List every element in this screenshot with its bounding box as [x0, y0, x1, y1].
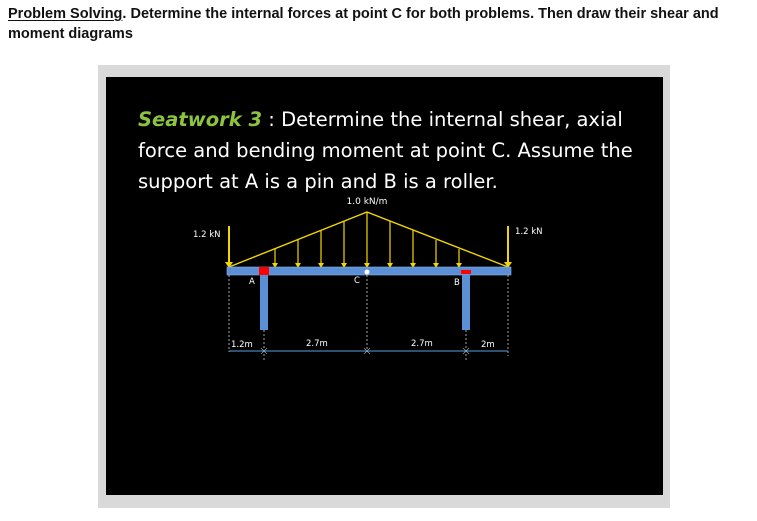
dimension-label-4: 2m: [481, 340, 495, 350]
column-b: [462, 275, 470, 330]
title-separator: :: [262, 108, 282, 131]
point-a-label: A: [249, 277, 255, 287]
distributed-load-label: 1.0 kN/m: [346, 197, 388, 207]
dimension-label-1: 1.2m: [231, 340, 253, 350]
seatwork-label: Seatwork 3: [138, 108, 263, 131]
distributed-load-outline: [229, 212, 508, 267]
instructions-text: . Determine the internal forces at point C for both problems. Then draw their shear and moment diagrams: [8, 6, 719, 42]
left-load-label: 1.2 kN: [193, 230, 221, 240]
column-a: [260, 275, 268, 330]
instructions-lead: Problem Solving: [8, 6, 123, 22]
joint-b: [461, 270, 471, 274]
title-text: Determine the internal shear, axial force and bending moment at point C. Assume the support at A is a pin and B is a roller.: [138, 108, 633, 193]
right-load-label: 1.2 kN: [515, 227, 543, 237]
dimension-label-2: 2.7m: [306, 339, 328, 349]
point-c-marker: [365, 270, 370, 275]
dimension-label-3: 2.7m: [411, 339, 433, 349]
point-b-label: B: [454, 278, 460, 288]
point-c-label: C: [354, 276, 360, 286]
joint-a: [259, 267, 269, 275]
